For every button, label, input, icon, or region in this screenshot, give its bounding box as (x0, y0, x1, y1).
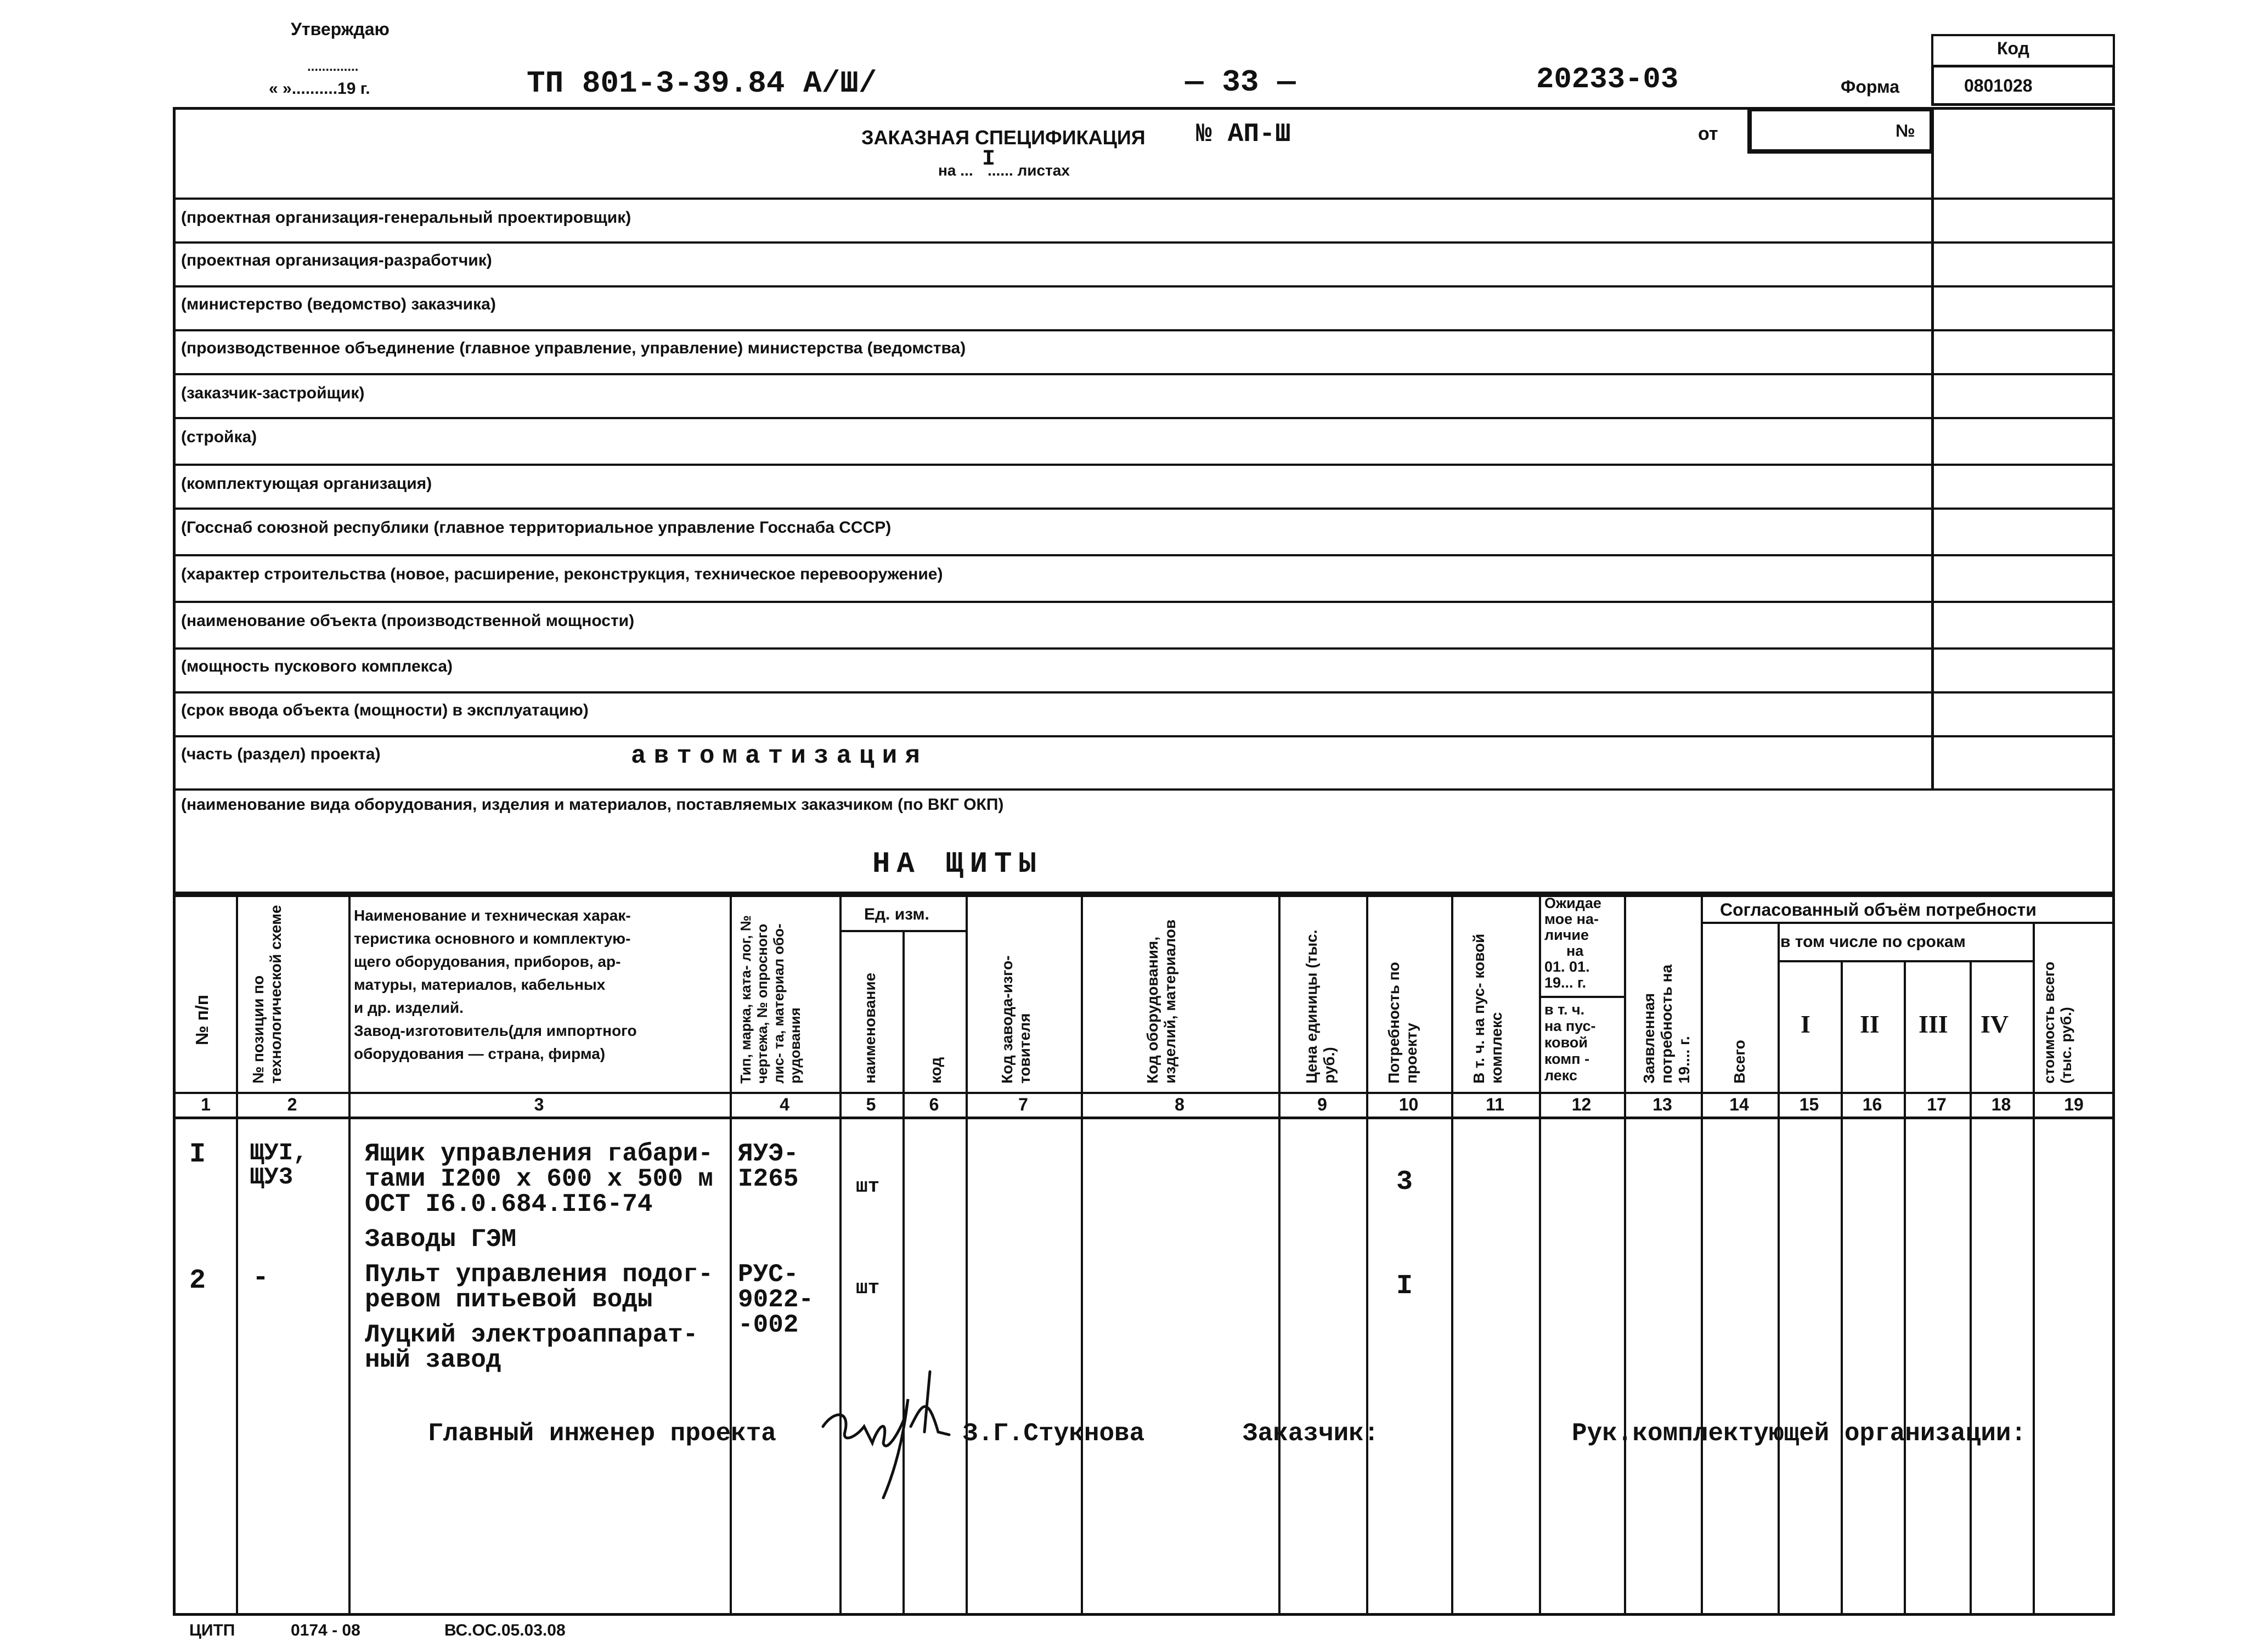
item-2-name: Пульт управления подог- ревом питьевой воды Луцкий электроаппарат- ный завод (365, 1260, 713, 1374)
col-cost-header: стоимость всего (тыс. руб.) (2041, 961, 2075, 1084)
row-production-association: (производственное объединение (главное управление, управление) министерства (ведомства) (181, 339, 966, 357)
sheets-prefix: на ... (938, 162, 973, 179)
row-gossnab: (Госснаб союзной республики (главное территориальное управление Госснаба СССР) (181, 518, 892, 537)
col-number-1: 1 (201, 1095, 211, 1114)
page-number: — 33 — (1185, 65, 1296, 100)
customer-label: Заказчик: (1243, 1419, 1379, 1448)
col-number-10: 10 (1398, 1095, 1419, 1114)
item-1-position: ЩУI, ЩУ3 (250, 1140, 308, 1191)
no-label: № (1896, 121, 1915, 140)
spec-number: № АП-Ш (1196, 120, 1291, 149)
col-expected-header: Ожидае мое на- личие на 01. 01. 19... г. (1544, 895, 1601, 991)
equipment-label: (наименование вида оборудования, изделия и материалов, поставляемых заказчиком (по ВКГ ОКП) (181, 796, 1004, 814)
col-number-4: 4 (780, 1095, 789, 1114)
term-3-header: III (1919, 1010, 1948, 1038)
kod-label: Код (1997, 38, 2029, 58)
item-1-quantity: 3 (1396, 1166, 1413, 1198)
col-number-9: 9 (1317, 1095, 1327, 1114)
row-construction: (стройка) (181, 428, 257, 446)
supplier-label: Рук.комплектующей организации: (1572, 1419, 2027, 1448)
row-supply-organization: (комплектующая организация) (181, 475, 432, 493)
by-terms-header: в том числе по срокам (1780, 933, 1966, 951)
term-1-header: I (1801, 1010, 1810, 1038)
unit-group-header: Ед. изм. (864, 905, 929, 923)
col-number-7: 7 (1018, 1095, 1028, 1114)
kod-value: 0801028 (1964, 76, 2033, 95)
col-total-header: Всего (1731, 1040, 1748, 1084)
part-value: автоматизация (631, 742, 928, 770)
item-1-number: I (189, 1139, 206, 1170)
item-1-name: Ящик управления габари- тами I200 x 600 x 500 м ОСТ I6.0.684.II6-74 Заводы ГЭМ (365, 1140, 713, 1254)
col-project-need-header: Потребность по проекту (1385, 962, 1420, 1084)
document-number: 20233-03 (1536, 63, 1679, 97)
row-commissioning-date: (срок ввода объекта (мощности) в эксплуатацию) (181, 701, 589, 719)
col-number-13: 13 (1652, 1095, 1672, 1114)
col-number-2: 2 (287, 1095, 297, 1114)
code-column-divider (1931, 107, 1934, 788)
col-number-12: 12 (1571, 1095, 1592, 1114)
approve-label: Утверждаю (291, 19, 390, 39)
col-equipment-code-header: Код оборудования, изделий, материалов (1144, 919, 1179, 1084)
col-expected-startup-header: в т. ч. на пус- ковой комп - лекс (1544, 1001, 1596, 1084)
term-4-header: IV (1981, 1010, 2009, 1038)
row-designer: (проектная организация-разработчик) (181, 251, 492, 269)
footer-code: 0174 - 08 (291, 1621, 360, 1639)
footer-org: ЦИТП (189, 1621, 235, 1639)
row-startup-capacity: (мощность пускового комплекса) (181, 657, 453, 675)
col-number-6: 6 (929, 1095, 939, 1114)
approve-dots: .............. (307, 59, 359, 74)
item-2-type: РУС- 9022- -002 (738, 1260, 814, 1339)
term-2-header: II (1860, 1010, 1880, 1038)
chief-engineer-label: Главный инженер проекта (428, 1419, 776, 1448)
row-construction-type: (характер строительства (новое, расширение, реконструкция, техническое перевооружение) (181, 565, 943, 583)
chief-engineer-signature (812, 1361, 977, 1514)
row-ministry: (министерство (ведомство) заказчика) (181, 295, 496, 313)
item-1-type: ЯУЭ- I265 (738, 1140, 799, 1193)
forma-label: Форма (1841, 77, 1900, 97)
col-declared-need-header: Заявленная потребность на 19.... г. (1640, 964, 1693, 1084)
col-number-8: 8 (1175, 1095, 1184, 1114)
col-number-15: 15 (1799, 1095, 1819, 1114)
equipment-value: НА ЩИТЫ (872, 848, 1043, 881)
col-number-17: 17 (1927, 1095, 1947, 1114)
ot-label: от (1698, 123, 1718, 144)
col-number-18: 18 (1991, 1095, 2011, 1114)
sheets-suffix: ...... листах (988, 162, 1070, 179)
row-general-designer: (проектная организация-генеральный проектировщик) (181, 208, 631, 227)
col-number-3: 3 (534, 1095, 544, 1114)
col-type-header: Тип, марка, ката- лог, № чертежа, № опросного лис- та, материал обо- рудования (737, 915, 803, 1084)
item-1-unit: шт (856, 1175, 880, 1198)
row-part-label: (часть (раздел) проекта) (181, 745, 381, 763)
item-2-position: - (252, 1262, 269, 1294)
col-unit-code-header: код (927, 1057, 944, 1084)
row-customer-builder: (заказчик-застройщик) (181, 384, 365, 402)
col-unit-name-header: наименование (861, 972, 878, 1084)
item-2-unit: шт (856, 1277, 880, 1299)
chief-engineer-name: З.Г.Стукнова (963, 1419, 1145, 1448)
footer-reference: ВС.ОС.05.03.08 (444, 1621, 566, 1639)
col-number-5: 5 (866, 1095, 876, 1114)
approve-date: « »..........19 г. (269, 80, 370, 98)
col-num-header: № п/п (192, 994, 212, 1045)
col-number-16: 16 (1862, 1095, 1882, 1114)
spec-title: ЗАКАЗНАЯ СПЕЦИФИКАЦИЯ (861, 126, 1146, 149)
sheets-value: I (982, 147, 996, 172)
col-number-19: 19 (2064, 1095, 2084, 1114)
col-unit-price-header: Цена единицы (тыс. руб.) (1303, 929, 1338, 1084)
row-object-name: (наименование объекта (производственной мощности) (181, 612, 635, 630)
col-manufacturer-code-header: Код завода-изго- товителя (999, 955, 1034, 1084)
col-position-header: № позиции по технологической схеме (250, 905, 285, 1084)
col-name-header: Наименование и техническая харак- теристика основного и комплектую- щего оборудования, приборов, ар- матуры, материалов, кабельных и др. изделий. Завод-изготовитель(для импортного оборудования — страна, фирма) (354, 907, 637, 1062)
col-number-11: 11 (1486, 1095, 1504, 1114)
project-code: ТП 801-3-39.84 А/Ш/ (527, 66, 877, 101)
col-startup-header: В т. ч. на пус- ковой комплекс (1470, 933, 1505, 1084)
agreed-volume-header: Согласованный объём потребности (1720, 900, 2037, 920)
item-2-quantity: I (1396, 1271, 1413, 1302)
col-number-14: 14 (1729, 1095, 1749, 1114)
item-2-number: 2 (189, 1265, 206, 1296)
